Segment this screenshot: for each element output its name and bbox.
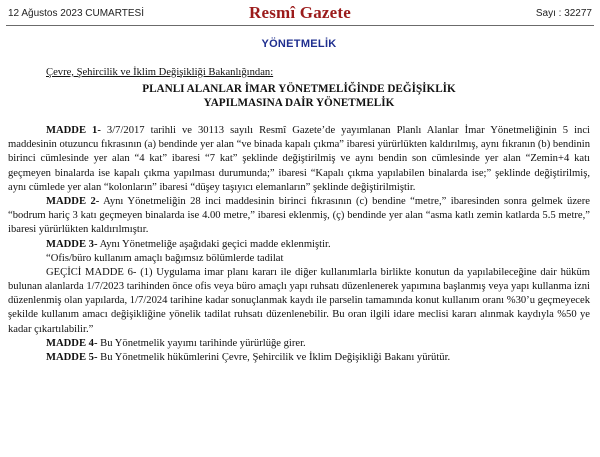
regulation-title-line-2: YAPILMASINA DAİR YÖNETMELİK bbox=[203, 97, 395, 110]
regulation-title-line-1: PLANLI ALANLAR İMAR YÖNETMELİĞİNDE DEĞİŞİKLİK bbox=[142, 82, 456, 95]
gazette-title: Resmî Gazete bbox=[249, 3, 351, 22]
article-3 bbox=[8, 238, 590, 252]
article-4-label: MADDE 4- bbox=[46, 337, 98, 349]
temporary-article-6 bbox=[8, 266, 590, 337]
gazette-header bbox=[6, 0, 594, 26]
article-5 bbox=[8, 351, 590, 365]
article-4-text: Bu Yönetmelik yayımı tarihinde yürürlüğe girer. bbox=[97, 337, 306, 349]
article-1-text: 3/7/2017 tarihli ve 30113 sayılı Resmî Gazete’de yayımlanan Planlı Alanlar İmar Yönetmeliğinin 5 inci maddesinin otuzuncu fıkrasının (a) bendinde yer alan “ve binada kapalı çıkma” ibaresi yürürlükten kaldırılmış, aynı fıkranın (b) bendinin birinci cümlesinde yer alan “4 kat” ibaresi “7 kat” şeklinde değiştirilmiş ve aynı bendin son cümlesinde yer alan “Zemin+4 katı geçmeyen binalarda ise kapalı çıkma yapılması durumunda;” ibaresi “Kapalı çıkma yapılabilen binalarda ise;” şeklinde değiştirilmiş, aynı cümlede yer alan “kolonların” ibaresi “düşey taşıyıcı elemanların” şeklinde değiştirilmiştir. bbox=[8, 125, 590, 193]
temporary-article-label: GEÇİCİ MADDE 6- bbox=[46, 266, 137, 278]
article-1 bbox=[8, 124, 590, 195]
article-2 bbox=[8, 195, 590, 238]
document-body bbox=[0, 37, 600, 365]
article-3-label: MADDE 3- bbox=[46, 238, 98, 250]
article-1-label: MADDE 1- bbox=[46, 125, 101, 137]
article-4 bbox=[8, 337, 590, 351]
article-2-text: Aynı Yönetmeliğin 28 inci maddesinin birinci fıkrasının (c) bendine “metre,” ibaresinden sonra gelmek üzere “bodrum hariç 3 katı geçmeyen binalarda ise 4.00 metre,” ibaresi eklenmiş, (ç) bendinde yer alan “asma katlı zemin katlarda 5.5 metre,” ibaresi yürürlükten kaldırılmıştır. bbox=[8, 195, 590, 236]
issue-date: 12 Ağustos 2023 CUMARTESİ bbox=[8, 8, 144, 19]
temporary-article-text: (1) Uygulama imar planı kararı ile diğer kullanımlarla birlikte konutun da yapılabileceğine dair hüküm bulunan alanlarda 1/7/2023 tarihinden önce ofis veya büro amaçlı yapı ruhsatı düzenlenerek yapımına başlanmış veya yapı kullanma izni düzenlenmiş olan yapılarda, 1/7/2024 tarihine kadar sonuçlanmak kaydı ile parselin tamamında konut kullanım oranı %30’u geçmeyecek şekilde kullanım amacı değişikliğine yönelik tadilat ruhsatı düzenlenebilir. Bu oran ilgili idare meclisi kararı alınmak kaydıyla %50 ye kadar çıkartılabilir.” bbox=[8, 266, 590, 335]
article-5-label: MADDE 5- bbox=[46, 352, 98, 364]
issue-number: Sayı : 32277 bbox=[535, 8, 592, 19]
article-3-text: Aynı Yönetmeliğe aşağıdaki geçici madde eklenmiştir. bbox=[97, 238, 331, 250]
article-5-text: Bu Yönetmelik hükümlerini Çevre, Şehircilik ve İklim Değişikliği Bakanı yürütür. bbox=[97, 352, 451, 364]
temporary-article-heading: “Ofis/büro kullanım amaçlı bağımsız bölümlerde tadilat bbox=[46, 252, 284, 264]
ministry-line: Çevre, Şehircilik ve İklim Değişikliği Bakanlığından: bbox=[46, 66, 274, 78]
article-2-label: MADDE 2- bbox=[46, 195, 100, 207]
section-heading: YÖNETMELİK bbox=[261, 38, 337, 50]
